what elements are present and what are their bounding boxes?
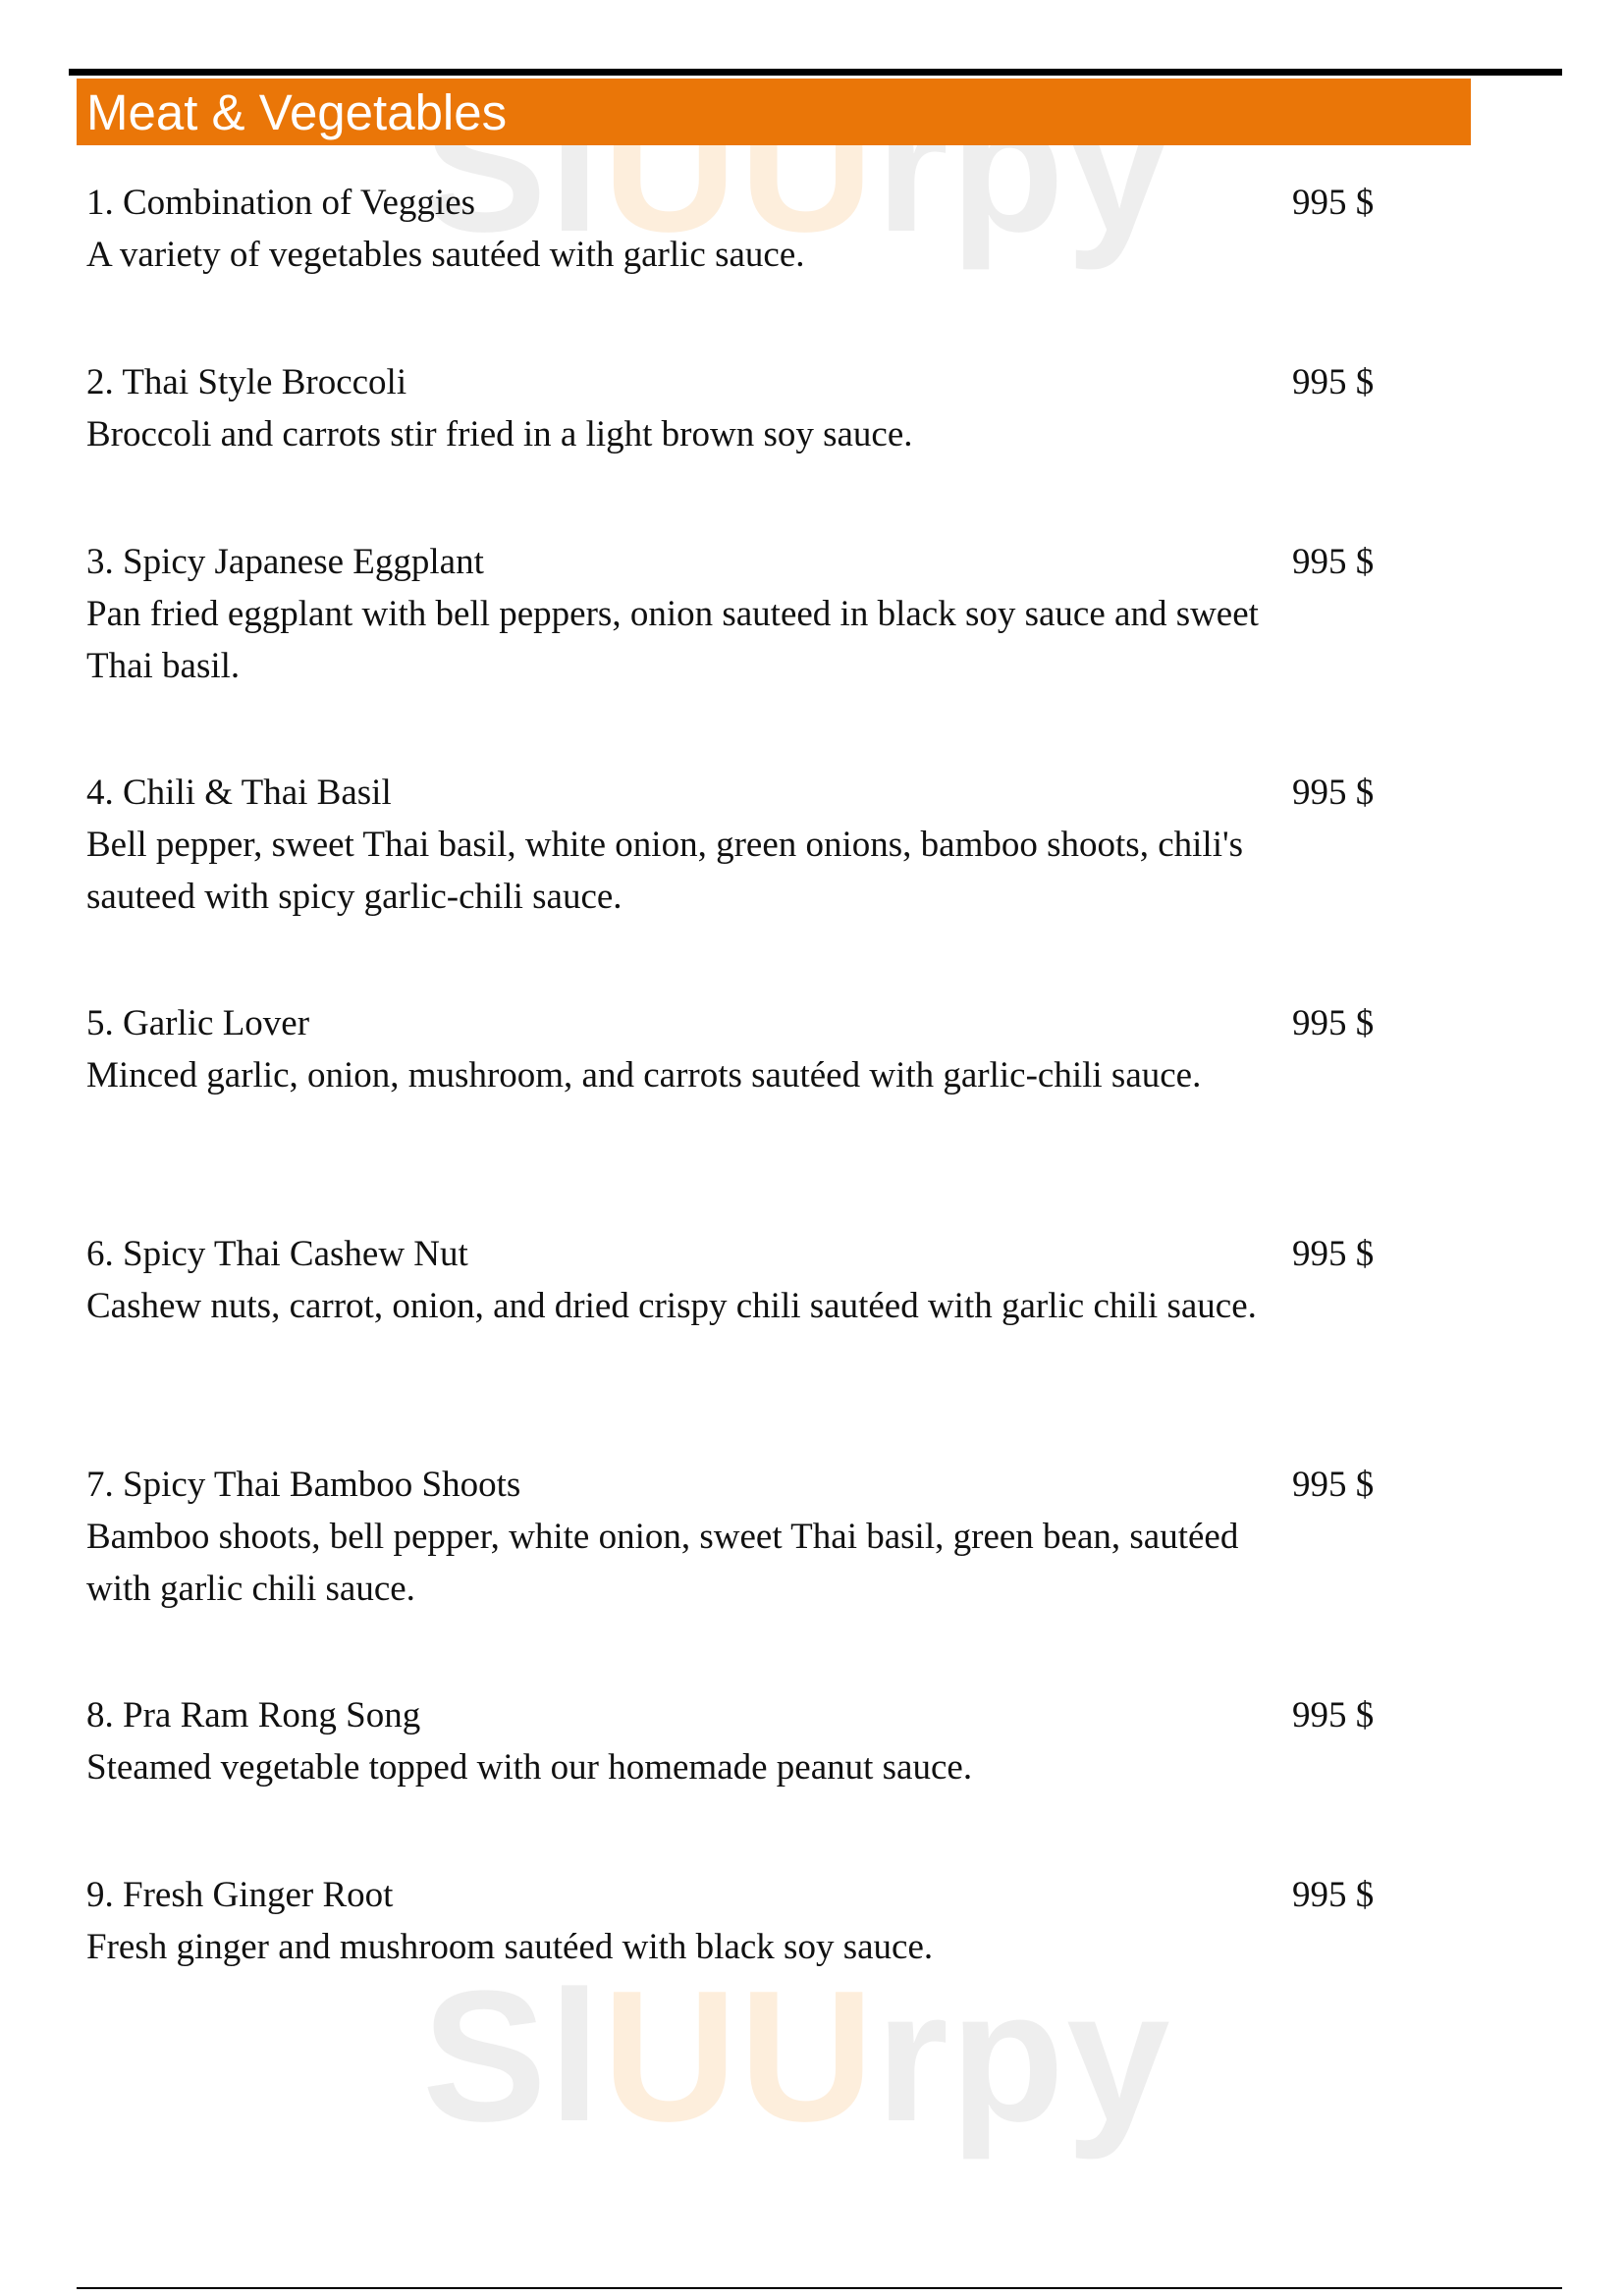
- menu-item: [86, 1459, 1422, 1615]
- watermark-logo: SlUUrpy: [422, 63, 1172, 271]
- item-name: 5. Garlic Lover: [86, 1003, 310, 1043]
- section-title: Meat & Vegetables: [86, 83, 508, 140]
- item-description: Fresh ginger and mushroom sautéed with black soy sauce.: [86, 1927, 934, 1967]
- item-name: 2. Thai Style Broccoli: [86, 362, 407, 402]
- menu-item: [86, 1689, 1422, 1793]
- item-price: 995 $: [1292, 1695, 1375, 1735]
- item-description: Bamboo shoots, bell pepper, white onion, sweet Thai basil, green bean, sautéed with garlic chili sauce.: [86, 1517, 1239, 1609]
- item-price: 995 $: [1292, 542, 1375, 582]
- watermark-logo: SlUUrpy: [422, 1952, 1172, 2161]
- item-name: 1. Combination of Veggies: [86, 183, 476, 223]
- item-description: Minced garlic, onion, mushroom, and carrots sautéed with garlic-chili sauce.: [86, 1055, 1202, 1095]
- item-description: Cashew nuts, carrot, onion, and dried crispy chili sautéed with garlic chili sauce.: [86, 1286, 1257, 1326]
- item-name: 9. Fresh Ginger Root: [86, 1875, 394, 1915]
- item-description: Broccoli and carrots stir fried in a light brown soy sauce.: [86, 414, 913, 454]
- item-name: 8. Pra Ram Rong Song: [86, 1695, 421, 1735]
- section-header: [77, 79, 1471, 145]
- item-name: 4. Chili & Thai Basil: [86, 773, 392, 813]
- menu-item: [86, 1228, 1422, 1332]
- item-price: 995 $: [1292, 183, 1375, 223]
- item-price: 995 $: [1292, 1234, 1375, 1274]
- item-description: Steamed vegetable topped with our homemade peanut sauce.: [86, 1747, 973, 1788]
- bottom-rule: [77, 2287, 1562, 2289]
- item-description: Bell pepper, sweet Thai basil, white onion, green onions, bamboo shoots, chili's sauteed with spicy garlic-chili sauce.: [86, 825, 1244, 917]
- top-rule: [69, 69, 1562, 76]
- menu-item: [86, 536, 1422, 692]
- item-description: Pan fried eggplant with bell peppers, onion sauteed in black soy sauce and sweet Thai basil.: [86, 594, 1259, 686]
- item-price: 995 $: [1292, 1875, 1375, 1915]
- item-price: 995 $: [1292, 362, 1375, 402]
- menu-item: [86, 997, 1422, 1101]
- item-name: 3. Spicy Japanese Eggplant: [86, 542, 484, 582]
- menu-item: [86, 177, 1422, 281]
- item-price: 995 $: [1292, 1003, 1375, 1043]
- item-price: 995 $: [1292, 1465, 1375, 1505]
- menu-item: [86, 356, 1422, 460]
- item-description: A variety of vegetables sautéed with garlic sauce.: [86, 235, 805, 275]
- item-price: 995 $: [1292, 773, 1375, 813]
- menu-item: [86, 767, 1422, 923]
- item-name: 7. Spicy Thai Bamboo Shoots: [86, 1465, 521, 1505]
- menu-item: [86, 1869, 1422, 1973]
- item-name: 6. Spicy Thai Cashew Nut: [86, 1234, 468, 1274]
